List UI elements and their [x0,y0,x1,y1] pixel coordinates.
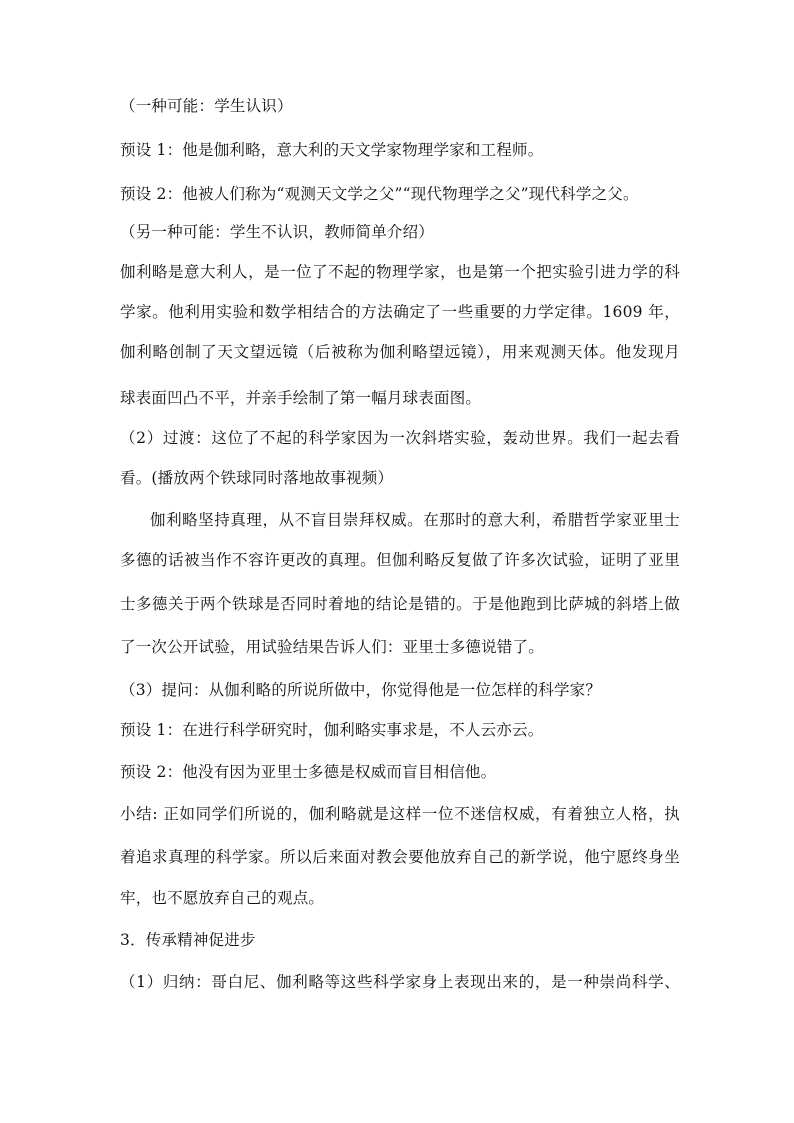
text-line: （另一种可能：学生不认识，教师简单介绍） [120,223,435,241]
text-line: （1）归纳：哥白尼、伽利略等这些科学家身上表现出来的，是一种崇尚科学、 [120,973,680,991]
text-line: 学家。他利用实验和数学相结合的方法确定了一些重要的力学定律。1609 年， [120,303,680,321]
text-line: 伽利略创制了天文望远镜（后被称为伽利略望远镜），用来观测天体。他发现月 [120,343,680,361]
text-line: 士多德关于两个铁球是否同时着地的结论是错的。于是他跑到比萨城的斜塔上做 [120,595,680,613]
text-line: 了一次公开试验，用试验结果告诉人们：亚里士多德说错了。 [120,638,544,656]
text-line: 预设 1：在进行科学研究时，伽利略实事求是，不人云亦云。 [120,721,544,739]
text-line: 看。(播放两个铁球同时落地故事视频） [120,469,394,487]
text-line: 多德的话被当作不容许更改的真理。但伽利略反复做了许多次试验，证明了亚里 [120,551,680,569]
text-line: 3．传承精神促进步 [120,931,256,949]
text-line: 预设 2：他没有因为亚里士多德是权威而盲目相信他。 [120,763,497,781]
text-line: 预设 2：他被人们称为“观测天文学之父”“现代物理学之父”现代科学之父。 [120,185,639,203]
text-line: 小结: 正如同学们所说的，伽利略就是这样一位不迷信权威，有着独立人格，执 [120,805,680,823]
text-line: 伽利略坚持真理，从不盲目崇拜权威。在那时的意大利，希腊哲学家亚里士 [150,511,680,529]
text-line: 预设 1：他是伽利略，意大利的天文学家物理学家和工程师。 [120,141,544,159]
text-line: （3）提问：从伽利略的所说所做中，你觉得他是一位怎样的科学家？ [120,681,602,699]
text-line: 牢，也不愿放弃自己的观点。 [120,889,325,907]
text-line: （2）过渡：这位了不起的科学家因为一次斜塔实验，轰动世界。我们一起去看 [120,429,680,447]
text-line: 球表面凹凸不平，并亲手绘制了第一幅月球表面图。 [120,389,482,407]
text-line: （一种可能：学生认识） [120,97,293,115]
text-line: 伽利略是意大利人，是一位了不起的物理学家，也是第一个把实验引进力学的科 [120,263,680,281]
text-line: 着追求真理的科学家。所以后来面对教会要他放弃自己的新学说，他宁愿终身坐 [120,848,680,866]
